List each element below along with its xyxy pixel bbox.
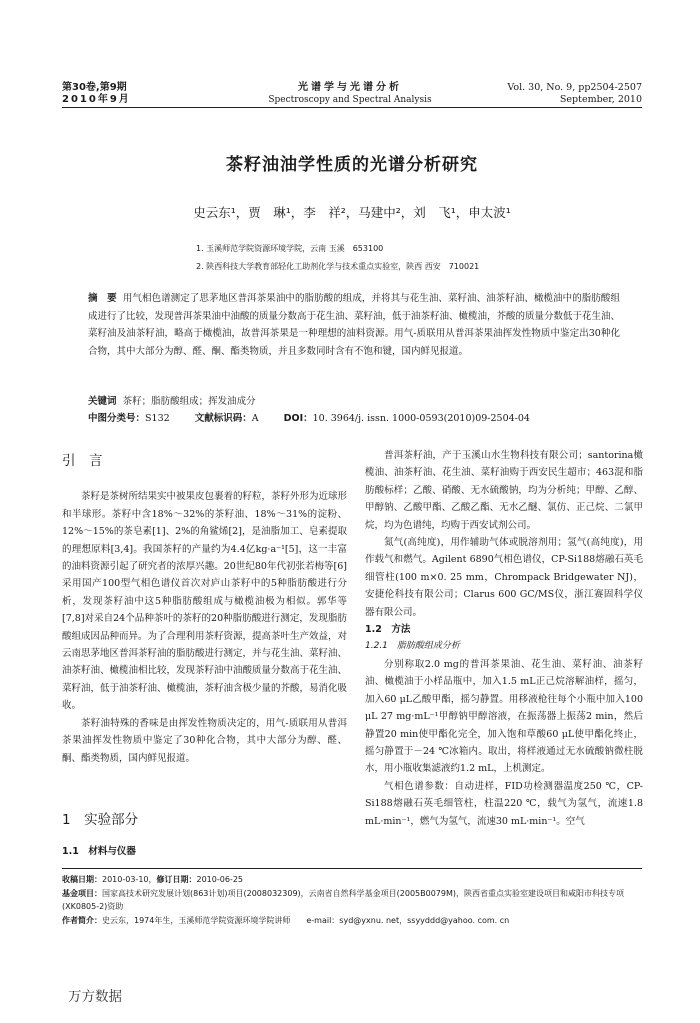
fund-text: 国家高技术研究发展计划(863计划)项目(2008032309)，云南省自然科学基金项目(2005B0079M)，陕西省重点实验室建设项目和咸阳市科技专项(XK0805-2)资助 [62, 888, 624, 911]
abstract-label: 摘 要 [88, 293, 117, 304]
paper-authors: 史云东¹，贾 琳¹，李 祥²，马建中²，刘 飞¹，申太波¹ [193, 205, 511, 220]
header-date: 2010年9月 [62, 94, 131, 105]
abstract [88, 290, 620, 360]
header-journal-en: Spectroscopy and Spectral Analysis [268, 95, 432, 105]
right-column [365, 447, 643, 830]
footnotes [62, 873, 647, 927]
header-journal-cn: 光谱学与光谱分析 [298, 82, 402, 93]
section-1-2-1-heading: 1.2.1 脂肪酸组成分析 [365, 641, 460, 652]
author-text: 史云东，1974年生，玉溪师范学院资源环境学院讲师 e-mail：syd@yxnu. net，ssyyddd@yahoo. com. cn [102, 915, 510, 925]
footnote-fund [62, 887, 647, 914]
intro-paragraph-2: 茶籽油特殊的香味是由挥发性物质决定的，用气-质联用从普洱茶果油挥发性物质中鉴定了30种化合物，其中大部分为醇、醛、酮、酯类物质，国内鲜见报道。 [62, 717, 347, 764]
materials-paragraph: 普洱茶籽油，产于玉溪山水生物科技有限公司；santorina橄榄油、油茶籽油、花生油、菜籽油购于西安民生超市；463混和脂肪酸标样；乙酸、硝酸、无水硫酸钠，均为分析纯；甲醇、乙醇、甲醇钠、乙酸甲酯、乙酸乙酯、无水乙醚、氯仿、正己烷、二氯甲烷，均为色谱纯，均购于西安试剂公司。 [365, 450, 643, 531]
method-paragraph: 分别称取2.0 mg的普洱茶果油、花生油、菜籽油、油茶籽油、橄榄油于小样品瓶中，加入1.5 mL正己烷溶解油样，摇匀，加入60 μL乙酸甲酯，摇匀静置。用移液枪往每个小瓶中加入100 μL 27 mg·mL⁻¹甲醇钠甲醇溶液，在振荡器上振荡2 min，然后静置20 min使甲酯化完全，加入饱和草酸60 μL使甲酯化终止，摇匀静置于－24 ℃冰箱内。取出，将样液通过无水硫酸钠微柱脱水，用小瓶收集滤液约1.2 mL，上机测定。 [365, 658, 643, 775]
classification-line [88, 410, 628, 427]
footnote-dates [62, 873, 647, 887]
header-volume: 第30卷,第9期 [62, 82, 127, 93]
watermark: 万方数据 [68, 989, 122, 1005]
abstract-text: 用气相色谱测定了思茅地区普洱茶果油中的脂肪酸的组成，并将其与花生油、菜籽油、油茶籽油、橄榄油中的脂肪酸组成进行了比较，发现普洱茶果油中油酸的质量分数高于花生油、菜籽油，低于油茶籽油、橄榄油，芥酸的质量分数低于花生油、菜籽油及油茶籽油，略高于橄榄油，故普洱茶果是一种理想的油料资源。用气-质联用从普洱茶果油挥发性物质中鉴定出30种化合物，其中大部分为醇、醛、酮、酯类物质，并且多数同时含有不饱和键，国内鲜见报道。 [88, 293, 621, 357]
affiliation-1: 1. 玉溪师范学院资源环境学院，云南 玉溪 653100 [196, 244, 384, 253]
header-vol-en-block [507, 82, 642, 106]
class-label: 中图分类号： [88, 413, 146, 424]
doi-value: 10. 3964/j. issn. 1000-0593(2010)09-2504-04 [312, 413, 530, 424]
header-volume-block [62, 82, 131, 106]
class-value: S132 [145, 413, 170, 424]
header-rule [62, 107, 642, 108]
keywords-label: 关键词 [88, 396, 117, 407]
fund-label: 基金项目： [62, 888, 102, 898]
doi-label: DOI： [283, 413, 313, 424]
revised-label: 修订日期： [156, 875, 197, 884]
gc-params-paragraph: 气相色谱参数：自动进样，FID功检测器温度250 ℃，CP-Si188熔融石英毛细管柱，柱温220 ℃，载气为氢气，流速1.8 mL·min⁻¹，燃气为氢气，流速30 mL·min⁻¹。空气 [365, 780, 643, 827]
doc-value: A [251, 413, 259, 424]
instruments-paragraph: 氮气(高纯度)，用作辅助气体或脱溶剂用；氢气(高纯度)，用作载气和燃气。Agilent 6890气相色谱仪，CP-Si188熔融石英毛细管柱(100 m×0. 25 mm，Chrompack Bridgewater NJ)，安捷伦科技有限公司；Clarus 600 GC/MS仪，浙江赛固科学仪器有限公司。 [365, 537, 643, 618]
affiliations [196, 240, 479, 276]
section-1-heading: 1 实验部分 [62, 812, 139, 828]
paper-title: 茶籽油油学性质的光谱分析研究 [226, 155, 478, 175]
header-vol-en: Vol. 30, No. 9, pp2504-2507 [507, 82, 642, 93]
header-date-en: September, 2010 [559, 94, 642, 105]
received-date: 2010-03-10， [102, 875, 157, 884]
doc-label: 文献标识码： [194, 413, 252, 424]
section-1-2-heading: 1.2 方法 [365, 624, 411, 636]
footnote-author [62, 914, 647, 928]
section-1-1-heading: 1.1 材料与仪器 [62, 846, 136, 857]
author-label: 作者简介： [62, 915, 102, 925]
footnote-rule [62, 868, 642, 869]
revised-date: 2010-06-25 [196, 875, 243, 884]
received-label: 收稿日期： [62, 875, 102, 884]
intro-heading: 引 言 [62, 453, 103, 469]
affiliation-2: 2. 陕西科技大学教育部轻化工助剂化学与技术重点实验室，陕西 西安 710021 [196, 262, 480, 271]
keywords-text: 茶籽；脂肪酸组成；挥发油成分 [122, 396, 256, 407]
intro-paragraph-1: 茶籽是茶树所结果实中被果皮包裹着的籽粒，茶籽外形为近球形和半球形。茶籽中含18%～32%的茶籽油、18%～31%的淀粉、12%～15%的茶皂素[1]、2%的角鲨烯[2]，是油脂加工、皂素提取的理想原料[3,4]。我国茶籽的产量约为4.4亿kg·a⁻¹[5]，这一丰富的油料资源引起了研究者的浓厚兴趣。20世纪80年代初张若梅等[6]采用国产100型气相色谱仪首次对庐山茶籽中的5种脂肪酸进行分析，发现茶籽油中这5种脂肪酸组成与橄榄油极为相似。郭华等[7,8]对采自24个品种茶叶的茶籽的20种脂肪酸进行测定，发现脂肪酸组成因品种而异。为了合理利用茶籽资源，提高茶叶生产效益，对云南思茅地区普洱茶籽油的脂肪酸进行测定，并与花生油、菜籽油、油茶籽油、橄榄油相比较，发现茶籽油中油酸质量分数高于花生油、菜籽油，低于油茶籽油、橄榄油，茶籽油含极少量的芥酸，易消化吸收。 [62, 491, 348, 712]
header-journal-block [220, 82, 480, 106]
left-column [62, 453, 347, 767]
keywords-line [88, 393, 620, 410]
